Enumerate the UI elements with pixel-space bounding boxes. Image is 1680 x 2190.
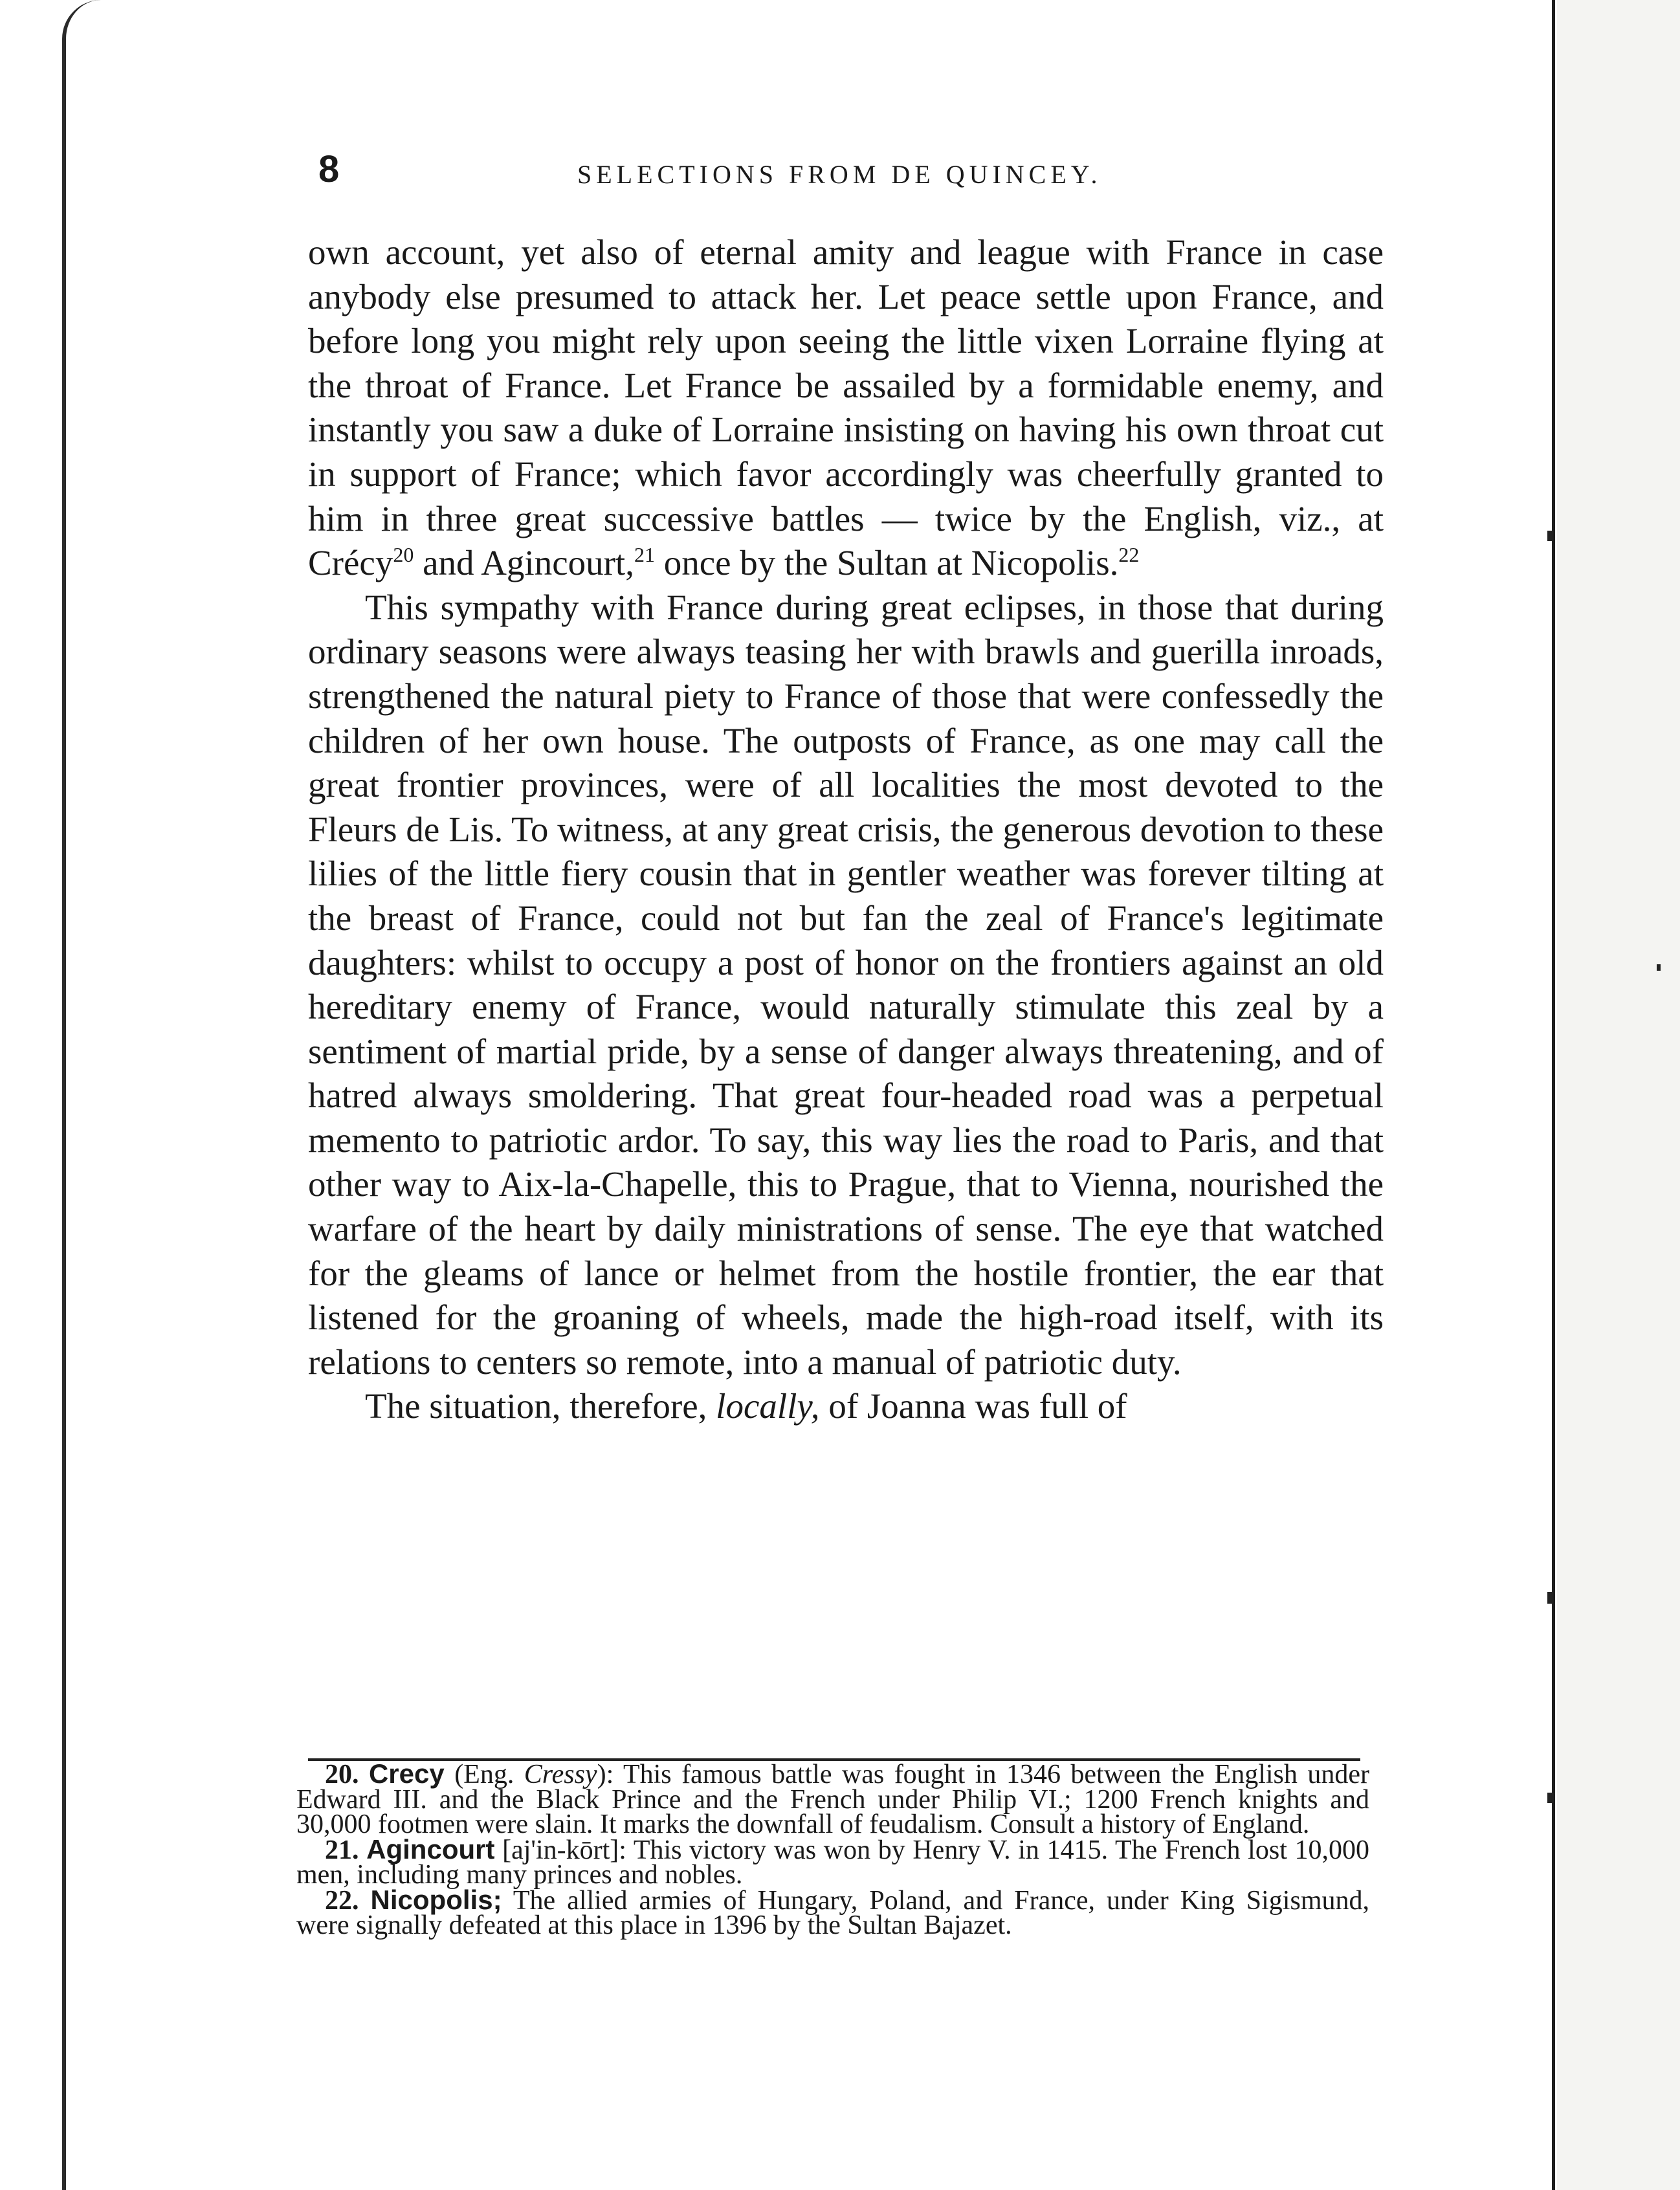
- paragraph-text: The situation, therefore,: [365, 1386, 716, 1426]
- paragraph-text: once by the Sultan at Nicopolis.: [654, 543, 1119, 583]
- emphasis: locally,: [716, 1386, 820, 1426]
- footnote-term: Nicopolis;: [370, 1884, 502, 1915]
- footnote-term: Crecy: [368, 1758, 445, 1789]
- footnote-ref: 22: [1118, 543, 1140, 567]
- footnote-text: This victory was won by Henry V. in 1415. The French lost 10,000 men, including many princes and nobles.: [296, 1835, 1370, 1890]
- page-number: 8: [318, 148, 340, 190]
- footnote-gloss: (Eng.: [444, 1760, 524, 1789]
- footnote-number: 20.: [325, 1760, 359, 1789]
- scan-mark: [1657, 964, 1661, 971]
- footnote-number: 22.: [325, 1885, 359, 1916]
- page-gutter-rule: [1552, 0, 1555, 2190]
- paragraph-text: and Agincourt,: [414, 543, 634, 583]
- paragraph-text: own account, yet also of eternal amity and league with France in case anybody else presumed to attack her. Let peace settle upon France, and before long you might rely upon seeing the little vixen Lorraine flying at the throat of France. Let France be assailed by a formidable enemy, and instantly you saw a duke of Lorraine insisting on having his own throat cut in support of France; which favor accordingly was cheerfully granted to him in three great successive battles — twice by the English, viz., at Crécy: [308, 232, 1384, 583]
- footnote-gloss-italic: Cressy: [524, 1760, 597, 1789]
- footnote-gloss: [aj'in-kōrt]:: [494, 1835, 634, 1865]
- paragraph: This sympathy with France during great eclipses, in those that during ordinary seasons were always teasing her with brawls and guerilla inroads, strengthened the natural piety to France of those that were confessedly the children of her own house. The outposts of France, as one may call the great frontier provinces, were of all localities the most devoted to the Fleurs de Lis. To witness, at any great crisis, the generous devotion to these lilies of the little fiery cousin that in gentler weather was forever tilting at the breast of France, could not but fan the zeal of France's legitimate daughters: whilst to occupy a post of honor on the frontiers against an old hereditary enemy of France, would naturally stimulate this zeal by a sentiment of martial pride, by a sense of danger always threatening, and of hatred always smoldering. That great four-headed road was a perpetual memento to patriotic ardor. To say, this way lies the road to Paris, and that other way to Aix-la-Chapelle, this to Prague, that to Vienna, nourished the warfare of the heart by daily ministrations of sense. The eye that watched for the gleams of lance or helmet from the hostile frontier, the ear that listened for the groaning of wheels, made the high-road itself, with its relations to centers so remote, into a manual of patriotic duty.: [308, 587, 1384, 1382]
- scan-mark: [1547, 1793, 1554, 1803]
- footnote: [296, 1884, 1369, 1940]
- running-head: SELECTIONS FROM DE QUINCEY.: [577, 160, 1102, 189]
- footnote-term: Agincourt: [366, 1833, 495, 1864]
- footnote: [296, 1758, 1369, 1839]
- scan-mark: [1547, 531, 1553, 541]
- footnote-text: This famous battle was fought in 1346 between the English under Edward III. and the Black Prince and the French under Philip VI.; 1200 French knights and 30,000 footmen were slain. It marks the downfall of feudalism. Consult a history of England.: [296, 1760, 1369, 1839]
- footnote-ref: 20: [393, 543, 414, 567]
- footnote-text: The allied armies of Hungary, Poland, and France, under King Sigismund, were signally defeated at this place in 1396 by the Sultan Bajazet.: [296, 1885, 1369, 1940]
- footnote-gloss: ):: [597, 1760, 623, 1789]
- scan-mark: [1547, 1592, 1553, 1604]
- paragraph-text: of Joanna was full of: [819, 1386, 1127, 1426]
- footnotes: [296, 1758, 1370, 1940]
- footnote-ref: 21: [634, 543, 655, 567]
- paragraph: [308, 1384, 1384, 1429]
- footnote: [296, 1833, 1370, 1890]
- footnote-number: 21.: [325, 1835, 359, 1865]
- page-header: [318, 148, 1406, 199]
- body-text: [308, 230, 1384, 1429]
- paragraph: [308, 230, 1384, 586]
